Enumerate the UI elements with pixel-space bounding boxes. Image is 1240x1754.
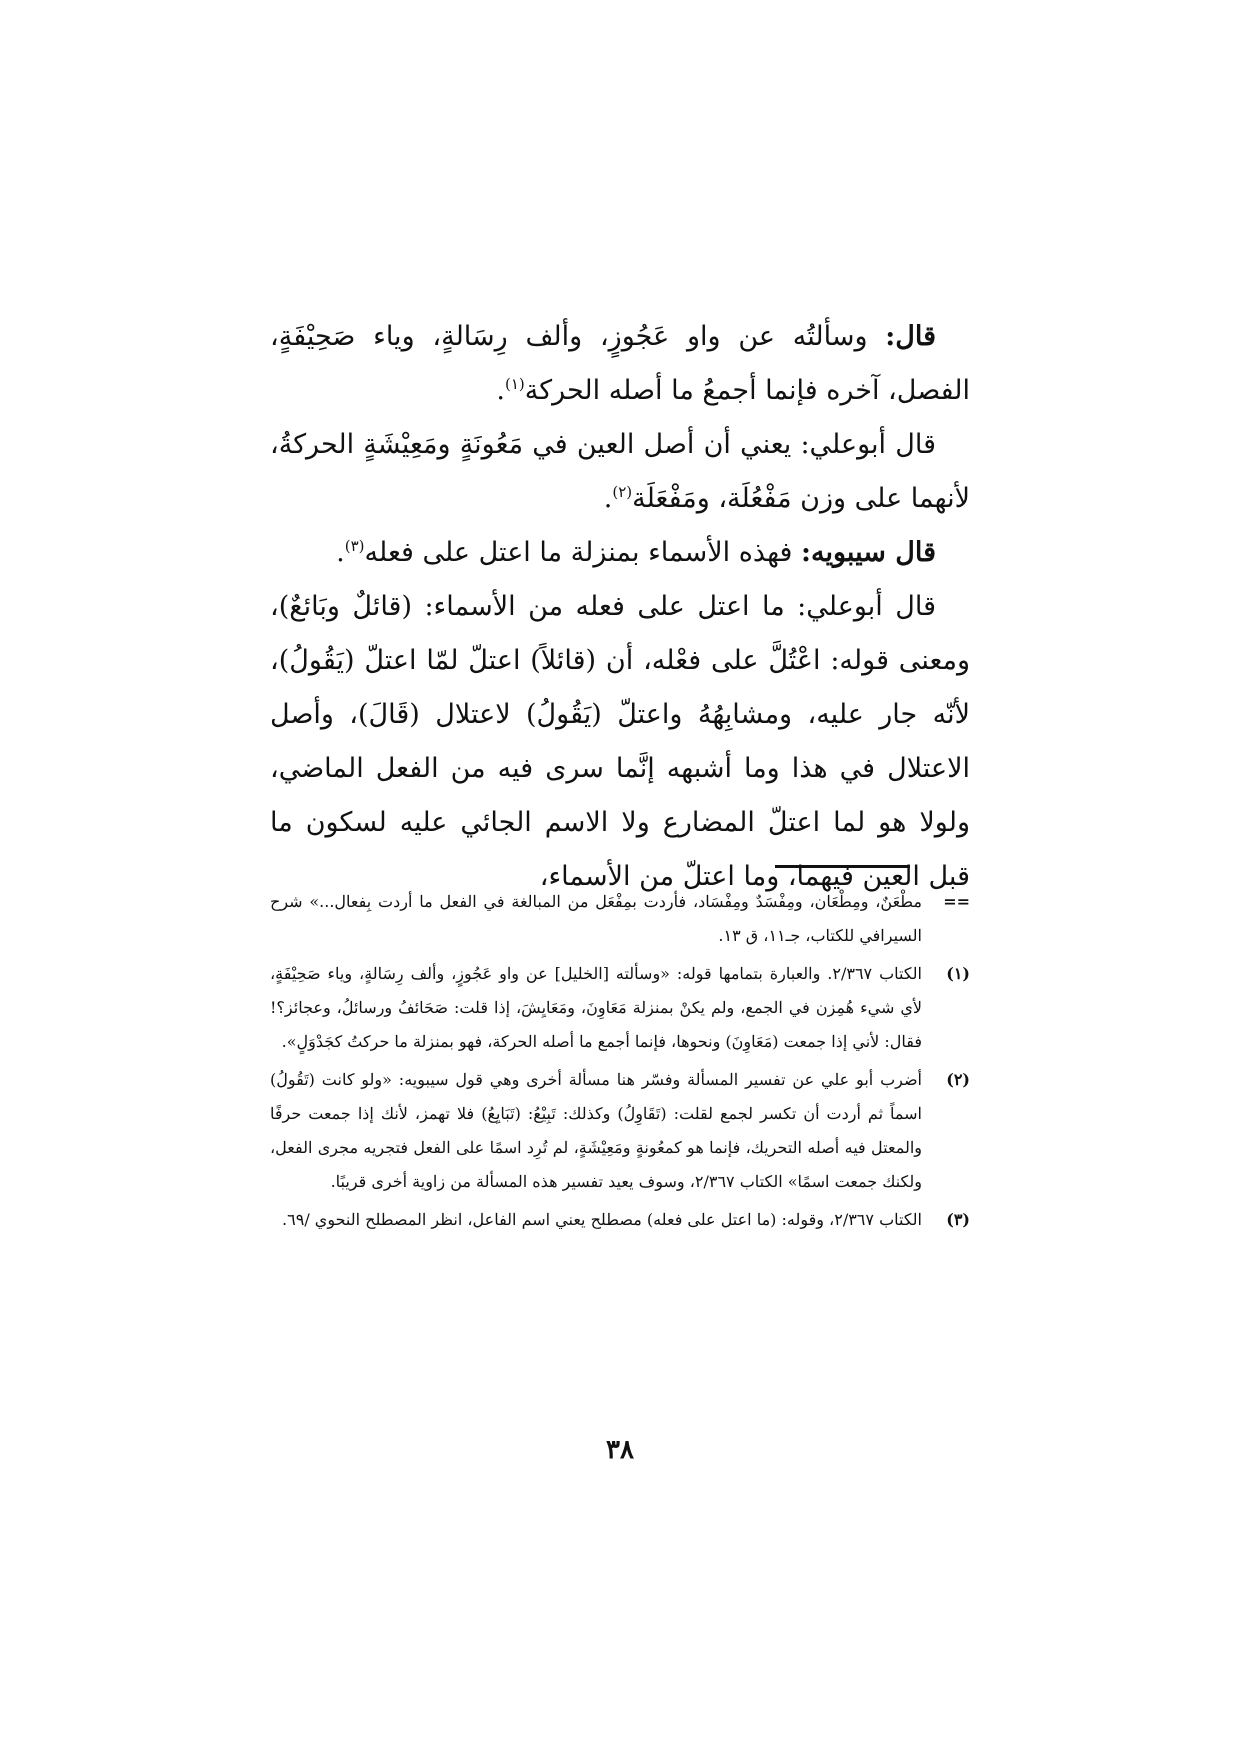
footnote bbox=[270, 957, 970, 1059]
footnote-number: (٢) bbox=[946, 1070, 970, 1089]
footnote-text: الكتاب ٢/٣٦٧. والعبارة بتمامها قوله: «وسألته [الخليل] عن واو عَجُوزٍ، وألف رِسَالةٍ، وياء صَحِيْفَةٍ، لأي شيء هُمِزن في الجمع، ولم يكنْ بمنزلة مَعَاوِنَ، ومَعَايِشَ، إذا قلت: صَحَائفُ ورسائلُ، وعجائز؟! فقال: لأني إذا جمعت (مَعَاوِنَ) ونحوها، فإنما أجمع ما أصله الحركة، فهو بمنزلة ما حركتُ كجَدْوَلٍ». bbox=[270, 964, 922, 1051]
main-text bbox=[270, 310, 970, 904]
footnote-number: (٣) bbox=[946, 1210, 970, 1229]
footnote bbox=[270, 885, 970, 953]
punctuation: . bbox=[603, 483, 613, 514]
paragraph-text: فهذه الأسماء بمنزلة ما اعتل على فعله bbox=[364, 537, 802, 568]
speaker-label: قال: bbox=[885, 321, 936, 352]
footnotes bbox=[270, 885, 970, 1241]
punctuation: . bbox=[496, 375, 505, 406]
footnote bbox=[270, 1203, 970, 1237]
footnote-number: == bbox=[943, 892, 970, 911]
footnote-ref[interactable]: (٢) bbox=[612, 483, 633, 501]
paragraph-text: وسألتُه عن واو عَجُوزٍ، وألف رِسَالةٍ، وياء صَحِيْفَةٍ، الفصل، آخره فإنما أجمعُ ما أصله الحركة bbox=[270, 321, 970, 406]
footnote-text: مطْعَنٌ، ومِطْعَان، ومِفْسَدٌ ومِفْسَاد، فأردت بمِفْعَل من المبالغة في الفعل ما أردت بِفعال...» شرح السيرافي للكتاب، جـ١١، ق ١٣. bbox=[270, 892, 922, 945]
page-number: ٣٨ bbox=[606, 1435, 634, 1465]
paragraph-4 bbox=[270, 580, 970, 904]
paragraph-1 bbox=[270, 310, 970, 418]
footnote-text: أضرب أبو علي عن تفسير المسألة وفسّر هنا مسألة أخرى وهي قول سيبويه: «ولو كانت (تَقُولُ) اسماً ثم أردت أن تكسر لجمع لقلت: (تَقَاوِلُ) وكذلك: تَبِيْعُ: (تَبَايِعُ) فلا تهمز، لأنك إذا جمعت حرفًا والمعتل فيه أصله التحريك، فإنما هو كمعُونةٍ ومَعِيْشَةٍ، لم تُرِد اسمًا على الفعل فتجريه مجرى الفعل، ولكنك جمعت اسمًا» الكتاب ٢/٣٦٧، وسوف يعيد تفسير هذه المسألة من زاوية أخرى قريبًا. bbox=[270, 1070, 923, 1191]
footnote-text: الكتاب ٢/٣٦٧، وقوله: (ما اعتل على فعله) مصطلح يعني اسم الفاعل، انظر المصطلح النحوي /٦٩. bbox=[282, 1210, 922, 1229]
paragraph-2 bbox=[270, 418, 970, 526]
footnote-ref[interactable]: (٣) bbox=[344, 537, 365, 555]
footnote-ref[interactable]: (١) bbox=[504, 375, 525, 393]
paragraph-text: قال أبوعلي: ما اعتل على فعله من الأسماء: (قائلٌ وبَائعٌ)، ومعنى قوله: اعْتُلَّ على فعْله، أن (قائلاً) اعتلّ لمّا اعتلّ (يَقُولُ)، لأنّه جار عليه، ومشابِهُهُ واعتلّ (يَقُولُ) لاعتلال (قَالَ)، وأصل الاعتلال في هذا وما أشبهه إنَّما سرى فيه من الفعل الماضي، ولولا هو لما اعتلّ المضارع ولا الاسم الجائي عليه لسكون ما قبل العين فيهما، وما اعتلّ من الأسماء، bbox=[270, 591, 970, 892]
footnote bbox=[270, 1063, 970, 1199]
punctuation: . bbox=[336, 537, 345, 568]
footnote-separator bbox=[775, 865, 910, 868]
footnote-number: (١) bbox=[946, 964, 970, 983]
paragraph-3 bbox=[270, 526, 970, 580]
paragraph-text: قال أبوعلي: يعني أن أصل العين في مَعُونَةٍ ومَعِيْشَةٍ الحركةُ، لأنهما على وزن مَفْعُلَة، ومَفْعَلَة bbox=[270, 429, 970, 514]
speaker-label: قال سيبويه: bbox=[801, 537, 936, 568]
